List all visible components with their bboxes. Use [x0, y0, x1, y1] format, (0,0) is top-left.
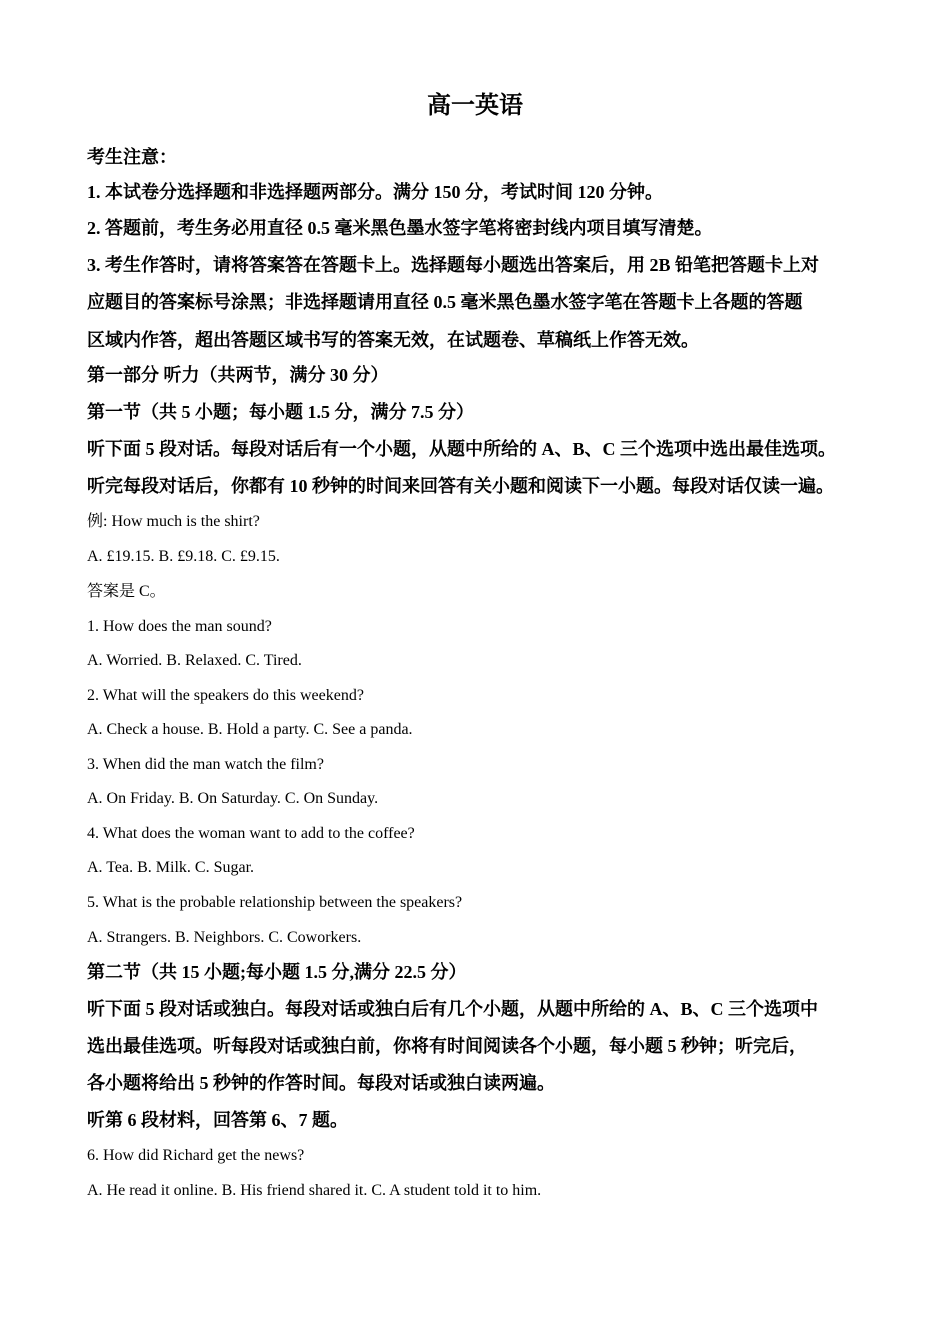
- notice-item-3-line-1: 3. 考生作答时，请将答案答在答题卡上。选择题每小题选出答案后，用 2B 铅笔把答题卡上对: [87, 255, 820, 275]
- question-5-options: A. Strangers. B. Neighbors. C. Coworkers.: [87, 929, 362, 946]
- example-options: A. £19.15. B. £9.18. C. £9.15.: [87, 548, 280, 565]
- page-title: 高一英语: [427, 93, 523, 119]
- notice-item-1: 1. 本试卷分选择题和非选择题两部分。满分 150 分，考试时间 120 分钟。: [87, 182, 663, 202]
- part1-heading: 第一部分 听力（共两节，满分 30 分）: [87, 365, 389, 385]
- notice-heading: 考生注意：: [87, 147, 177, 167]
- section1-instruction-line-1: 听下面 5 段对话。每段对话后有一个小题，从题中所给的 A、B、C 三个选项中选出最佳选项。: [87, 439, 836, 459]
- example-question: 例: How much is the shirt?: [87, 513, 260, 530]
- question-3-options: A. On Friday. B. On Saturday. C. On Sunday.: [87, 790, 379, 807]
- section2-instruction-line-3: 各小题将给出 5 秒钟的作答时间。每段对话或独白读两遍。: [87, 1073, 555, 1093]
- question-1: 1. How does the man sound?: [87, 618, 272, 635]
- material-6-heading: 听第 6 段材料，回答第 6、7 题。: [87, 1110, 348, 1130]
- section1-heading: 第一节（共 5 小题；每小题 1.5 分，满分 7.5 分）: [87, 402, 474, 422]
- notice-item-3-line-3: 区域内作答，超出答题区域书写的答案无效，在试题卷、草稿纸上作答无效。: [87, 330, 699, 350]
- section2-instruction-line-2: 选出最佳选项。听每段对话或独白前，你将有时间阅读各个小题，每小题 5 秒钟；听完后，: [87, 1036, 807, 1056]
- question-3: 3. When did the man watch the film?: [87, 756, 324, 773]
- example-answer: 答案是 C。: [87, 583, 166, 600]
- question-1-options: A. Worried. B. Relaxed. C. Tired.: [87, 652, 302, 669]
- question-6-options: A. He read it online. B. His friend shared it. C. A student told it to him.: [87, 1182, 542, 1199]
- question-4: 4. What does the woman want to add to the coffee?: [87, 825, 415, 842]
- question-2-options: A. Check a house. B. Hold a party. C. See a panda.: [87, 721, 413, 738]
- question-2: 2. What will the speakers do this weekend?: [87, 687, 364, 704]
- notice-item-3-line-2: 应题目的答案标号涂黑；非选择题请用直径 0.5 毫米黑色墨水签字笔在答题卡上各题的答题: [87, 292, 803, 312]
- question-5: 5. What is the probable relationship between the speakers?: [87, 894, 463, 911]
- notice-item-2: 2. 答题前，考生务必用直径 0.5 毫米黑色墨水签字笔将密封线内项目填写清楚。: [87, 218, 713, 238]
- question-4-options: A. Tea. B. Milk. C. Sugar.: [87, 859, 255, 876]
- question-6: 6. How did Richard get the news?: [87, 1147, 305, 1164]
- section1-instruction-line-2: 听完每段对话后，你都有 10 秒钟的时间来回答有关小题和阅读下一小题。每段对话仅读一遍。: [87, 476, 834, 496]
- section2-heading: 第二节（共 15 小题;每小题 1.5 分,满分 22.5 分）: [87, 962, 467, 982]
- section2-instruction-line-1: 听下面 5 段对话或独白。每段对话或独白后有几个小题，从题中所给的 A、B、C 三个选项中: [87, 999, 818, 1019]
